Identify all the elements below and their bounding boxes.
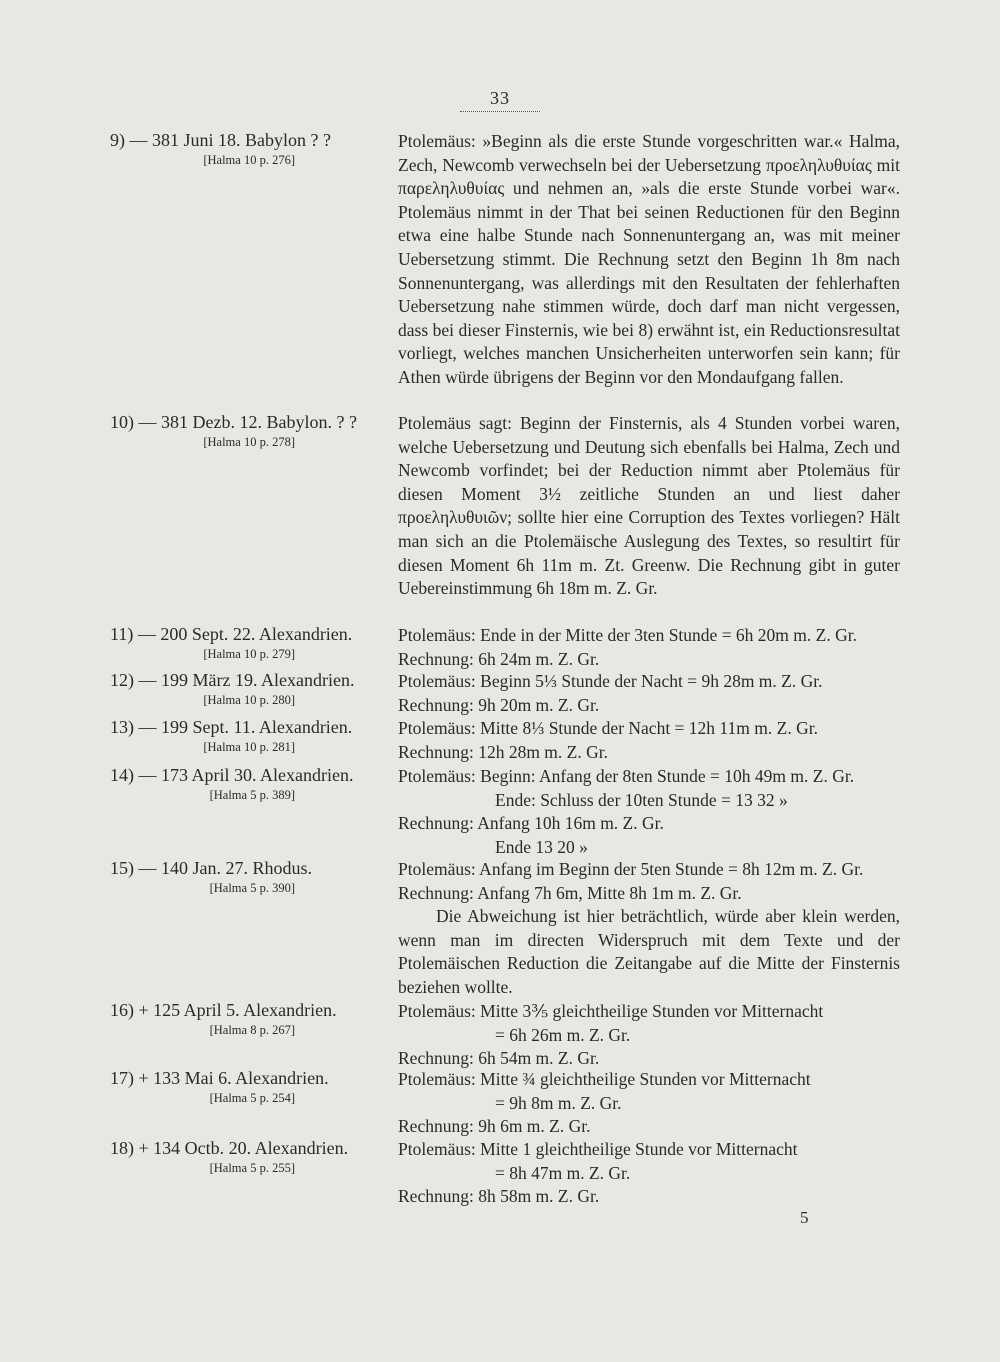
entry-head: 12) — 199 März 19. Alexandrien. [110, 670, 355, 690]
entry-line: Rechnung: 8h 58m m. Z. Gr. [398, 1186, 600, 1207]
entry-ref: [Halma 5 p. 389] [209, 788, 295, 802]
entry-ref: [Halma 10 p. 281] [203, 740, 295, 754]
entry-head: 16) + 125 April 5. Alexandrien. [110, 1000, 337, 1020]
entry-head: 17) + 133 Mai 6. Alexandrien. [110, 1068, 329, 1088]
entry-line: Ptolemäus: Ende in der Mitte der 3ten Stunde = 6h 20m m. Z. Gr. [398, 625, 857, 645]
page-number-top: 33 [460, 88, 540, 112]
entry-line: Rechnung: Anfang 7h 6m, Mitte 8h 1m m. Z. Gr. [398, 882, 742, 903]
entry-line: Ptolemäus: Beginn 5⅓ Stunde der Nacht = 9h 28m m. Z. Gr. [398, 671, 823, 691]
entry-ref: [Halma 10 p. 278] [203, 435, 295, 449]
entry-line: Ende: Schluss der 10ten Stunde = 13 32 » [495, 789, 788, 810]
entry-line: Rechnung: 6h 54m m. Z. Gr. [398, 1048, 600, 1069]
entry-line: Ptolemäus: Anfang im Beginn der 5ten Stunde = 8h 12m m. Z. Gr. [398, 859, 864, 879]
entry-text: Die Abweichung ist hier beträchtlich, würde aber klein werden, wenn man im directen Widerspruch mit dem Texte und der Ptolemäischen Reduction die Zeitangabe auf die Mitte der Finsternis beziehen wollte. [398, 906, 900, 997]
entry-line: Rechnung: 9h 6m m. Z. Gr. [398, 1116, 591, 1137]
entry-text: Ptolemäus sagt: Beginn der Finsternis, als 4 Stunden vorbei waren, welche Uebersetzung und Deutung sich ebenfalls bei Halma, Zech und Newcomb vorfindet; bei der Reduction nimmt aber Ptolemäus für diesen Moment 3½ zeitliche Stunden an und liest daher προεληλυθυιῶν; sollte hier eine Corruption des Textes vorliegen? Hält man sich an die Ptolemäische Auslegung des Textes, so resultirt für diesen Moment 6h 11m m. Zt. Greenw. Die Rechnung gibt in guter Uebereinstimmung 6h 18m m. Z. Gr. [398, 413, 900, 599]
entry-line: Ptolemäus: Beginn: Anfang der 8ten Stunde = 10h 49m m. Z. Gr. [398, 766, 855, 786]
entry-line: Ende 13 20 » [495, 836, 588, 857]
entry-line: Ptolemäus: Mitte ¾ gleichtheilige Stunden vor Mitternacht [398, 1069, 811, 1089]
page-number-bottom: 5 [800, 1208, 809, 1227]
entry-line: = 8h 47m m. Z. Gr. [495, 1162, 631, 1183]
entry-head: 10) — 381 Dezb. 12. Babylon. ? ? [110, 412, 357, 432]
entry-line: Ptolemäus: Mitte 3⅗ gleichtheilige Stunden vor Mitternacht [398, 1001, 824, 1021]
entry-head: 9) — 381 Juni 18. Babylon ? ? [110, 130, 331, 150]
entry-line: = 9h 8m m. Z. Gr. [495, 1092, 622, 1113]
entry-head: 15) — 140 Jan. 27. Rhodus. [110, 858, 312, 878]
entry-head: 18) + 134 Octb. 20. Alexandrien. [110, 1138, 349, 1158]
entry-line: Rechnung: 6h 24m m. Z. Gr. [398, 648, 600, 669]
entry-line: Rechnung: Anfang 10h 16m m. Z. Gr. [398, 813, 664, 834]
entry-ref: [Halma 10 p. 276] [203, 153, 295, 167]
entry-line: Ptolemäus: Mitte 8⅓ Stunde der Nacht = 12h 11m m. Z. Gr. [398, 718, 818, 738]
entry-ref: [Halma 5 p. 255] [209, 1161, 295, 1175]
entry-head: 13) — 199 Sept. 11. Alexandrien. [110, 717, 353, 737]
entry-line: Rechnung: 9h 20m m. Z. Gr. [398, 694, 600, 715]
entry-ref: [Halma 8 p. 267] [209, 1023, 295, 1037]
entry-text: Ptolemäus: »Beginn als die erste Stunde vorgeschritten war.« Halma, Zech, Newcomb verwechseln bei der Uebersetzung προεληλυθυίας mit παρεληλυθυίας und nehmen an, »als die erste Stunde vorbei war«. Ptolemäus nimmt in der That bei seinen Reductionen für den Beginn etwa eine halbe Stunde nach Sonnenuntergang an, was mit meiner Uebersetzung stimmt. Die Rechnung setzt den Beginn 1h 8m nach Sonnenuntergang, was allerdings mit den Resultaten der fehlerhaften Uebersetzung nahe stimmen würde, doch darf man nicht vergessen, dass bei dieser Finsternis, wie bei 8) erwähnt ist, ein Reductionsresultat vorliegt, welches manchen Unsicherheiten unterworfen sein kann; für Athen würde übrigens der Beginn vor den Mondaufgang fallen. [398, 131, 900, 387]
entry-line: = 6h 26m m. Z. Gr. [495, 1024, 631, 1045]
entry-line: Ptolemäus: Mitte 1 gleichtheilige Stunde vor Mitternacht [398, 1139, 798, 1159]
entry-head: 11) — 200 Sept. 22. Alexandrien. [110, 624, 353, 644]
entry-line: Rechnung: 12h 28m m. Z. Gr. [398, 741, 608, 762]
entry-head: 14) — 173 April 30. Alexandrien. [110, 765, 354, 785]
entry-ref: [Halma 5 p. 254] [209, 1091, 295, 1105]
entry-ref: [Halma 5 p. 390] [209, 881, 295, 895]
entry-ref: [Halma 10 p. 279] [203, 647, 295, 661]
entry-ref: [Halma 10 p. 280] [203, 693, 295, 707]
